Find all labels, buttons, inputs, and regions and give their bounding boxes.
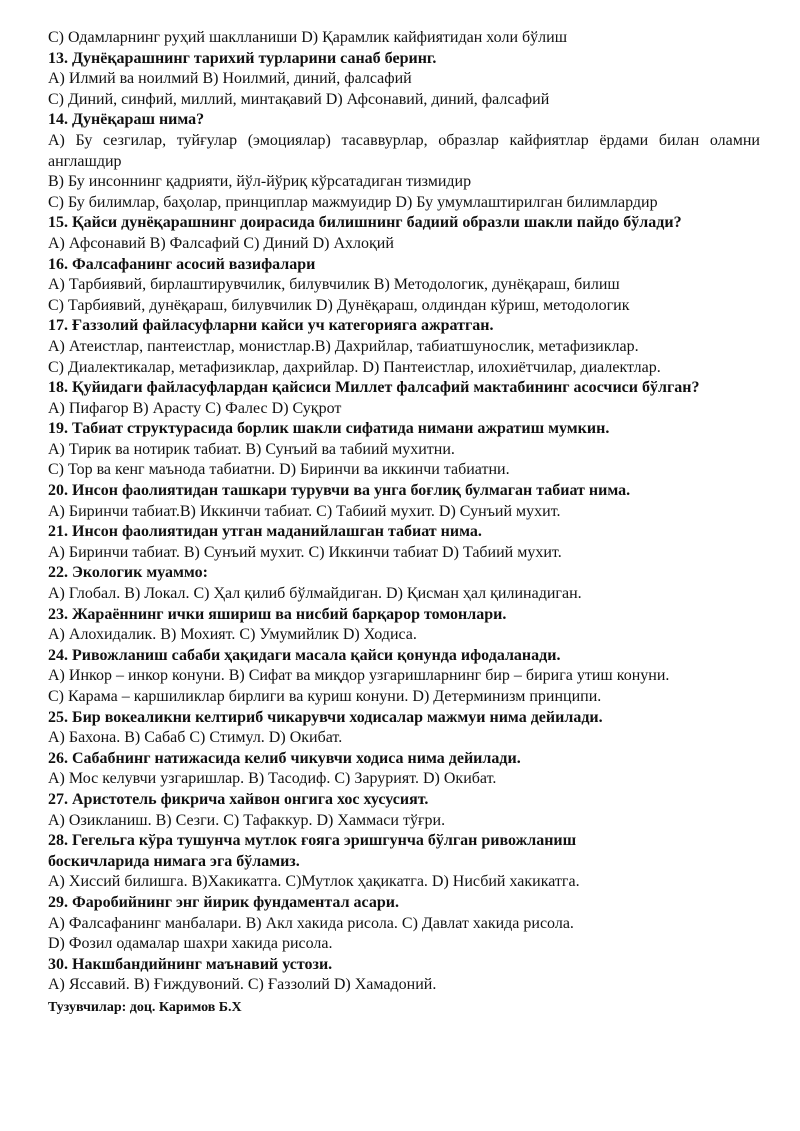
answer-options: A) Озикланиш. B) Сезги. C) Тафаккур. D) Хаммаси тўғри. [48,811,446,829]
answer-options: D) Фозил одамалар шахри хакида рисола. [48,935,333,953]
answer-options: A) Алохидалик. B) Мохият. C) Умумийлик D) Ходиса. [48,626,417,644]
question-text: 26. Сабабнинг натижасида келиб чикувчи ходиса нима дейилади. [48,749,521,767]
question-text: 25. Бир вокеаликни келтириб чикарувчи ходисалар мажмуи нима дейилади. [48,708,603,726]
answer-options: A) Тирик ва нотирик табиат. B) Сунъий ва табиий мухитни. [48,440,455,458]
answer-options: A) Пифагор B) Арасту C) Фалес D) Суқрот [48,399,342,417]
answer-options: C) Одамларнинг руҳий шаклланиши D) Қарамлик кайфиятидан холи бўлиш [48,29,568,46]
answer-options: A) Глобал. B) Локал. C) Ҳал қилиб бўлмайдиган. D) Қисман ҳал қилинадиган. [48,585,582,603]
answer-options: C) Диалектикалар, метафизиклар, дахрийлар. D) Пантеистлар, илохиётчилар, диалектлар. [48,358,661,376]
question-text: 13. Дунёқарашнинг тарихий турларини санаб беринг. [48,49,437,67]
answer-options: C) Тор ва кенг маънода табиатни. D) Биринчи ва иккинчи табиатни. [48,461,510,479]
question-text: 20. Инсон фаолиятидан ташкари турувчи ва унга боғлиқ булмаган табиат нима. [48,482,631,500]
answer-options: A) Афсонавий B) Фалсафий C) Диний D) Ахлоқий [48,234,394,252]
question-text: 18. Қуйидаги файласуфлардан қайсиси Миллет фалсафий мактабининг асосчиси бўлган? [48,379,700,397]
question-text: 29. Фаробийнинг энг йирик фундаментал асари. [48,893,399,911]
question-text: 19. Табиат структурасида борлик шакли сифатида нимани ажратиш мумкин. [48,420,610,438]
question-text: боскичларида нимага эга бўламиз. [48,852,300,870]
question-text: 17. Ғаззолий файласуфларни кайси уч категорияга ажратган. [48,317,494,335]
question-list [48,28,760,996]
answer-options: A) Хиссий билишга. B)Хакикатга. C)Мутлок ҳақикатга. D) Нисбий хакикатга. [48,873,580,891]
question-text: 24. Ривожланиш сабаби ҳақидаги масала қайси қонунда ифодаланади. [48,646,561,664]
answer-options: A) Яссавий. B) Ғиждувоний. C) Ғаззолий D) Хамадоний. [48,976,437,994]
answer-options: C) Бу билимлар, баҳолар, принциплар мажмуидир D) Бу умумлаштирилган билимлардир [48,193,658,211]
question-text: 23. Жараённинг ички яшириш ва нисбий барқарор томонлари. [48,605,507,623]
answer-options: A) Бахона. B) Сабаб C) Стимул. D) Окибат. [48,729,343,747]
question-text: 21. Инсон фаолиятидан утган маданийлашган табиат нима. [48,523,482,541]
answer-options: A) Биринчи табиат.B) Иккинчи табиат. C) Табиий мухит. D) Сунъий мухит. [48,502,561,520]
answer-options: C) Диний, синфий, миллий, минтақавий D) Афсонавий, диний, фалсафий [48,90,550,108]
question-text: 28. Гегельга кўра тушунча мутлок ғояга эришгунча бўлган ривожланиш [48,832,577,850]
question-text: 27. Аристотель фикрича хайвон онгига хос хусусият. [48,790,429,808]
answer-options: B) Бу инсоннинг қадрияти, йўл-йўриқ кўрсатадиган тизмидир [48,173,472,191]
answer-options: C) Тарбиявий, дунёқараш, билувчилик D) Дунёқараш, олдиндан кўриш, методологик [48,296,630,314]
answer-options: A) Фалсафанинг манбалари. B) Акл хакида рисола. C) Давлат хакида рисола. [48,914,574,932]
answer-options: A) Биринчи табиат. B) Сунъий мухит. C) Иккинчи табиат D) Табиий мухит. [48,543,562,561]
answer-options: A) Инкор – инкор конуни. B) Сифат ва миқдор узгаришларнинг бир – бирига утиш конуни. [48,667,670,685]
answer-options: C) Карама – каршиликлар бирлиги ва куриш конуни. D) Детерминизм принципи. [48,688,602,705]
authors-footer: Тузувчилар: доц. Каримов Б.Х [48,999,242,1015]
question-text: 14. Дунёқараш нима? [48,111,205,129]
answer-options: A) Атеистлар, пантеистлар, монистлар.B) Дахрийлар, табиатшунослик, метафизиклар. [48,337,639,355]
answer-options: A) Мос келувчи узгаришлар. B) Тасодиф. C) Зарурият. D) Окибат. [48,770,497,788]
answer-options: A) Бу сезгилар, туйғулар (эмоциялар) тасаввурлар, образлар кайфиятлар ёрдами билан оламни англашдир [48,131,760,170]
answer-options: A) Тарбиявий, бирлаштирувчилик, билувчилик B) Методологик, дунёқараш, билиш [48,276,620,294]
question-text: 15. Қайси дунёқарашнинг доирасида билишнинг бадиий образли шакли пайдо бўлади? [48,214,682,232]
question-text: 22. Экологик муаммо: [48,564,208,582]
answer-options: A) Илмий ва ноилмий B) Ноилмий, диний, фалсафий [48,70,412,88]
question-text: 30. Накшбандийнинг маънавий устози. [48,955,333,973]
question-text: 16. Фалсафанинг асосий вазифалари [48,255,316,273]
